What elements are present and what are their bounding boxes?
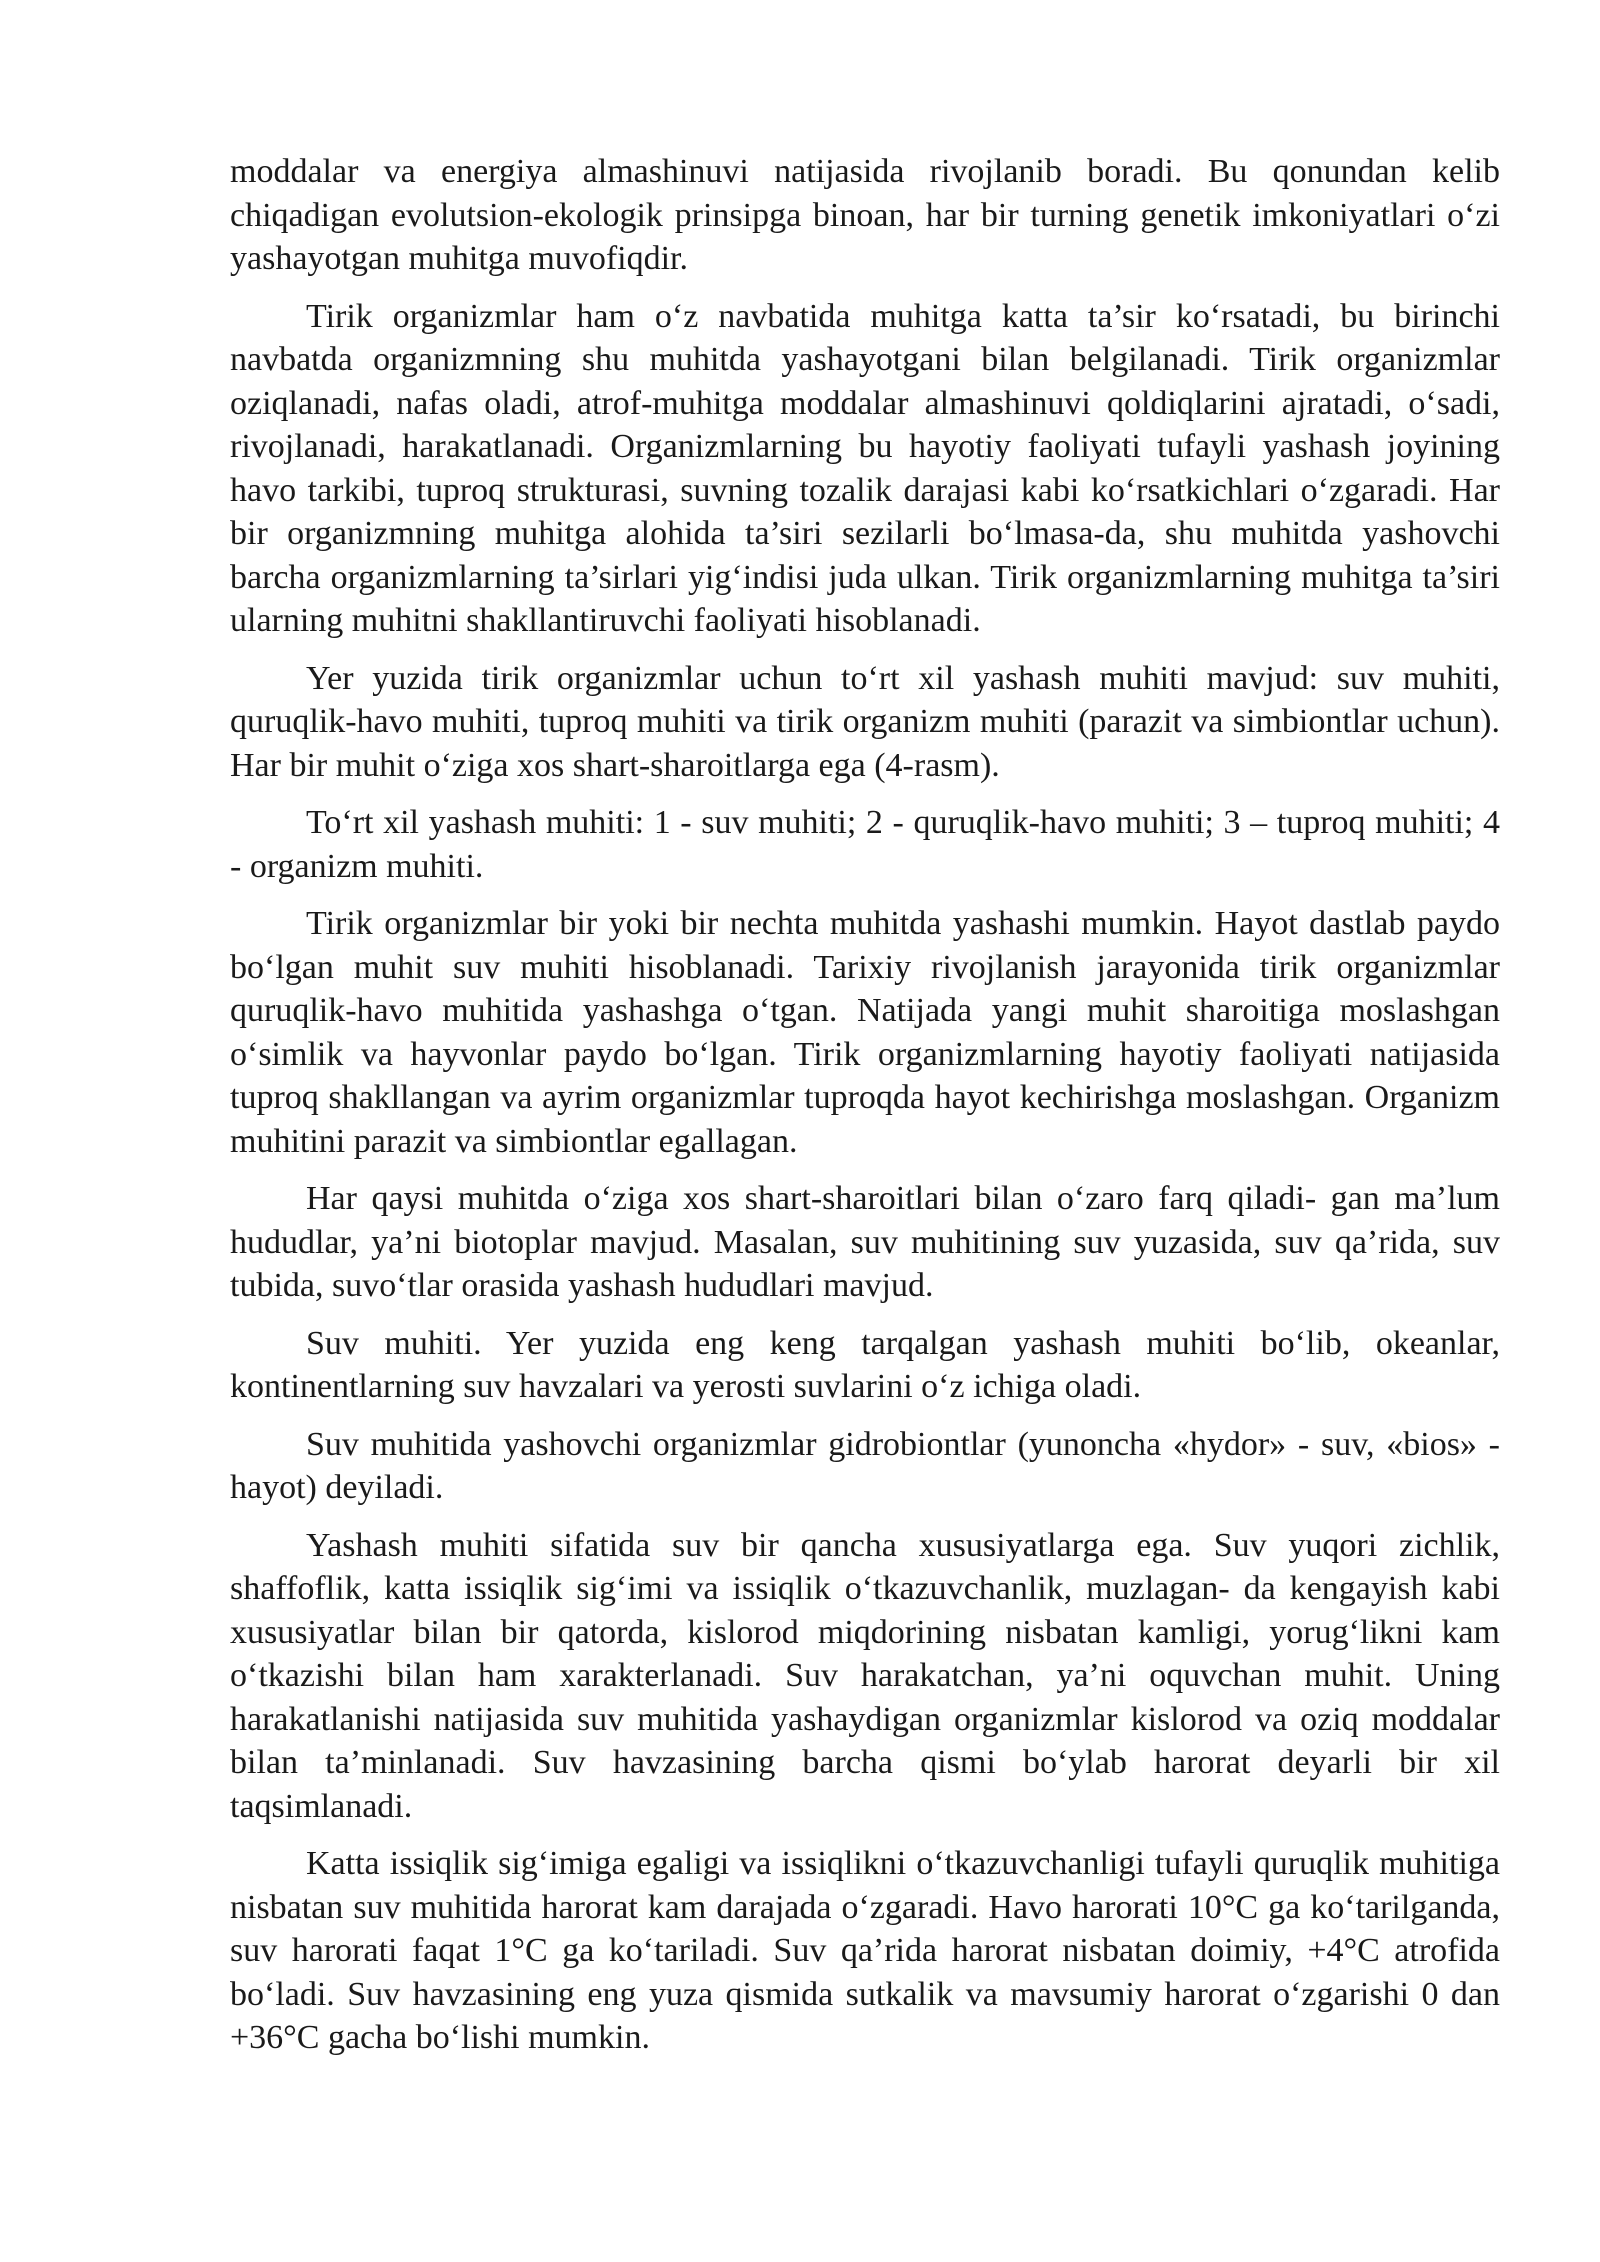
paragraph-5: Tirik organizmlar bir yoki bir nechta muhitda yashashi mumkin. Hayot dastlab paydo bo‘lgan muhit suv muhiti hisoblanadi. Tarixiy rivojlanish jarayonida tirik organizmlar quruqlik-havo muhitida yashashga o‘tgan. Natijada yangi muhit sharoitiga moslashgan o‘simlik va hayvonlar paydo bo‘lgan. Tirik organizmlarning hayotiy faoliyati natijasida tuproq shakllangan va ayrim organizmlar tuproqda hayot kechirishga moslashgan. Organizm muhitini parazit va simbiontlar egallagan. (230, 905, 1500, 1160)
paragraph-9: Yashash muhiti sifatida suv bir qancha xususiyatlarga ega. Suv yuqori zichlik, shaffoflik, katta issiqlik sig‘imi va issiqlik o‘tkazuvchanlik, muzlagan- da kengayish kabi xususiyatlar bilan bir qatorda, kislorod miqdorining nisbatan kamligi, yorug‘likni kam o‘tkazishi bilan ham xarakterlanadi. Suv harakatchan, ya’ni oquvchan muhit. Uning harakatlanishi natijasida suv muhitida yashaydigan organizmlar kislorod va oziq moddalar bilan ta’minlanadi. Suv havzasining barcha qismi bo‘ylab harorat deyarli bir xil taqsimlanadi. (230, 1526, 1500, 1825)
paragraph-10: Katta issiqlik sig‘imiga egaligi va issiqlikni o‘tkazuvchanligi tufayli quruqlik muhitiga nisbatan suv muhitida harorat kam darajada o‘zgaradi. Havo harorati 10°C ga ko‘tarilganda, suv harorati faqat 1°C ga ko‘tariladi. Suv qa’rida harorat nisbatan doimiy, +4°C atrofida bo‘ladi. Suv havzasining eng yuza qismida sutkalik va mavsumiy harorat o‘zgarishi 0 dan +36°C gacha bo‘lishi mumkin. (230, 1845, 1500, 2056)
paragraph-7: Suv muhiti. Yer yuzida eng keng tarqalgan yashash muhiti bo‘lib, okeanlar, kontinentlarning suv havzalari va yerosti suvlarini o‘z ichiga oladi. (230, 1324, 1500, 1405)
paragraph-4: To‘rt xil yashash muhiti: 1 - suv muhiti; 2 - quruqlik-havo muhiti; 3 – tuproq muhiti; 4 - organizm muhiti. (230, 804, 1500, 885)
paragraph-6: Har qaysi muhitda o‘ziga xos shart-sharoitlari bilan o‘zaro farq qiladi- gan ma’lum hududlar, ya’ni biotoplar mavjud. Masalan, suv muhitining suv yuzasida, suv qa’rida, suv tubida, suvo‘tlar orasida yashash hududlari mavjud. (230, 1180, 1500, 1304)
paragraph-2: Tirik organizmlar ham o‘z navbatida muhitga katta ta’sir ko‘rsatadi, bu birinchi navbatda organizmning shu muhitda yashayotgani bilan belgilanadi. Tirik organizmlar oziqlanadi, nafas oladi, atrof-muhitga moddalar almashinuvi qoldiqlarini ajratadi, o‘sadi, rivojlanadi, harakatlanadi. Organizmlarning bu hayotiy faoliyati tufayli yashash joyining havo tarkibi, tuproq strukturasi, suvning tozalik darajasi kabi ko‘rsatkichlari o‘zgaradi. Har bir organizmning muhitga alohida ta’siri sezilarli bo‘lmasa-da, shu muhitda yashovchi barcha organizmlarning ta’sirlari yig‘indisi juda ulkan. Tirik organizmlarning muhitga ta’siri ularning muhitni shakllantiruvchi faoliyati hisoblanadi. (230, 297, 1500, 639)
paragraph-3: Yer yuzida tirik organizmlar uchun to‘rt xil yashash muhiti mavjud: suv muhiti, quruqlik-havo muhiti, tuproq muhiti va tirik organizm muhiti (parazit va simbiontlar uchun). Har bir muhit o‘ziga xos shart-sharoitlarga ega (4-rasm). (230, 659, 1500, 784)
paragraph-8: Suv muhitida yashovchi organizmlar gidrobiontlar (yunoncha «hydor» - suv, «bios» - hayot) deyiladi. (230, 1425, 1500, 1506)
paragraph-1: moddalar va energiya almashinuvi natijasida rivojlanib boradi. Bu qonundan kelib chiqadigan evolutsion-ekologik prinsipga binoan, har bir turning genetik imkoniyatlari o‘zi yashayotgan muhitga muvofiqdir. (230, 153, 1500, 277)
document-page (230, 150, 1500, 2074)
